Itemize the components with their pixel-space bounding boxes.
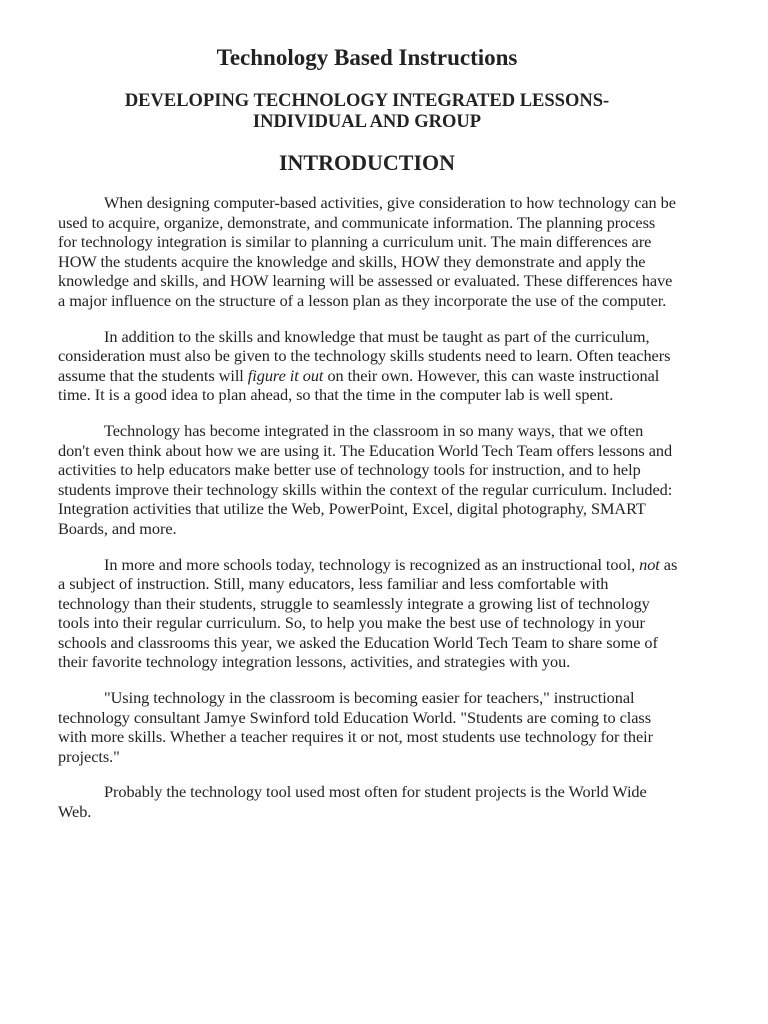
- document-subtitle: [0, 91, 734, 133]
- paragraph-5: "Using technology in the classroom is becoming easier for teachers," instructional technology consultant Jamye Swinford told Education World. "Students are coming to class with more skills. Whether a teacher requires it or not, most students use technology for their projects.": [58, 688, 653, 766]
- paragraph-4-emphasis: not: [639, 554, 660, 574]
- paragraph-1: When designing computer-based activities, give consideration to how technology can be used to acquire, organize, demonstrate, and communicate information. The planning process for technology integration is similar to planning a curriculum unit. The main differences are HOW the students acquire the knowledge and skills, HOW they demonstrate and apply the knowledge and skills, and HOW learning will be assessed or evaluated. These differences have a major influence on the structure of a lesson plan as they incorporate the use of the computer.: [58, 193, 676, 310]
- paragraph-4-before: In more and more schools today, technology is recognized as an instructional tool,: [104, 554, 640, 574]
- paragraph-6: Probably the technology tool used most often for student projects is the World Wide Web.: [58, 782, 647, 822]
- subtitle-line-1: DEVELOPING TECHNOLOGY INTEGRATED LESSONS-: [124, 91, 610, 111]
- paragraph-2-after: on their own. However, this can waste instructional time. It is a good idea to plan ahead, so that the time in the computer lab is well spent.: [58, 365, 660, 405]
- subtitle-line-2: INDIVIDUAL AND GROUP: [252, 112, 482, 132]
- paragraph-2: [58, 327, 678, 405]
- section-heading-introduction: INTRODUCTION: [278, 150, 456, 175]
- paragraph-4-after: as a subject of instruction. Still, many educators, less familiar and less comfortable with technology than their students, struggle to seamlessly integrate a growing list of technology tools into their regular curriculum. So, to help you make the best use of technology in your schools and classrooms this year, we asked the Education World Tech Team to share some of their favorite technology integration lessons, activities, and strategies with you.: [58, 554, 678, 672]
- body-text: [58, 193, 678, 838]
- paragraph-3: Technology has become integrated in the classroom in so many ways, that we often don't even think about how we are using it. The Education World Tech Team offers lessons and activities to help educators make better use of technology tools for instruction, and to help students improve their technology skills within the context of the regular curriculum. Included: Integration activities that utilize the Web, PowerPoint, Excel, digital photography, SMART Boards, and more.: [58, 420, 673, 538]
- paragraph-2-emphasis: figure it out: [247, 365, 324, 385]
- paragraph-4: [58, 555, 678, 673]
- document-title: Technology Based Instructions: [216, 45, 518, 70]
- paragraph-2-before: In addition to the skills and knowledge that must be taught as part of the curriculum, consideration must also be given to the technology skills students need to learn. Often teachers assume that the students will: [58, 326, 671, 385]
